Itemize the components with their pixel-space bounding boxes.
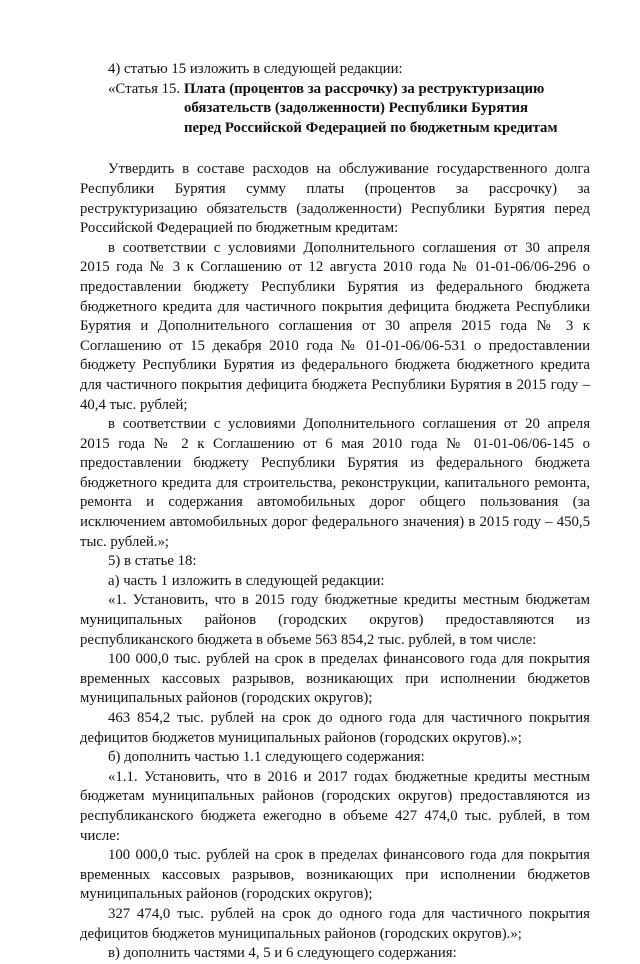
article-body-intro: Утвердить в составе расходов на обслуживание государственного долга Республики Бурятия сумму платы (процентов за рассрочку) за реструктуризацию обязательств (задолженности) Республики Бурятия перед Российской Федерацией по бюджетным кредитам: [80, 161, 590, 237]
part-1-1-text: «1.1. Установить, что в 2016 и 2017 годах бюджетные кредиты местным бюджетам муниципальных районов (городских округов) предоставляются из республиканского бюджета ежегодно в объеме 427 474,0 тыс. рублей, в том числе: [80, 768, 590, 844]
article-title-line-2: обязательств (задолженности) Республики Бурятия [184, 100, 529, 117]
article-prefix: «Статья 15. [108, 80, 184, 97]
part-1-item-2: 463 854,2 тыс. рублей на срок до одного года для частичного покрытия дефицитов бюджетов муниципальных районов (городских округов).»; [80, 710, 590, 746]
article-title-line-3: перед Российской Федерацией по бюджетным кредитам [184, 119, 558, 136]
part-1-item-1: 100 000,0 тыс. рублей на срок в пределах финансового года для покрытия временных кассовых разрывов, возникающих при исполнении бюджетов муниципальных районов (городских округов); [80, 651, 590, 707]
amendment-item-4: 4) статью 15 изложить в следующей редакции: [108, 61, 403, 77]
amendment-item-5: 5) в статье 18: [108, 553, 197, 570]
part-1-1-item-1: 100 000,0 тыс. рублей на срок в пределах финансового года для покрытия временных кассовых разрывов, возникающих при исполнении бюджетов муниципальных районов (городских округов); [80, 847, 590, 903]
spacer [80, 138, 590, 160]
part-1-text: «1. Установить, что в 2015 году бюджетные кредиты местным бюджетам муниципальных районов (городских округов) предоставляются из республиканского бюджета в объеме 563 854,2 тыс. рублей, в том числе: [80, 592, 590, 648]
subitem-v: в) дополнить частями 4, 5 и 6 следующего содержания: [108, 945, 457, 962]
article-title-line-1: Плата (процентов за рассрочку) за реструктуризацию [183, 80, 545, 97]
subitem-a: а) часть 1 изложить в следующей редакции: [108, 572, 385, 589]
article-body-clause-1: в соответствии с условиями Дополнительного соглашения от 30 апреля 2015 года № 3 к Соглашению от 12 августа 2010 года № 01-01-06/06-296 о предоставлении бюджету Республики Бурятия из федерального бюджета бюджетного кредита для частичного покрытия дефицита бюджета Республики Бурятия и Дополнительного соглашения от 30 апреля 2015 года № 3 к Соглашению от 15 декабря 2010 года № 01-01-06/06-531 о предоставлении бюджету Республики Бурятия из федерального бюджета бюджетного кредита для частичного покрытия дефицита бюджета Республики Бурятия в 2015 году – 40,4 тыс. рублей; [80, 239, 590, 413]
article-body-clause-2: в соответствии с условиями Дополнительного соглашения от 20 апреля 2015 года № 2 к Соглашению от 6 мая 2010 года № 01-01-06/06-145 о предоставлении бюджету Республики Бурятия из федерального бюджета бюджетного кредита для строительства, реконструкции, капитального ремонта, ремонта и содержания автомобильных дорог общего пользования (за исключением автомобильных дорог федерального значения) в 2015 году – 450,5 тыс. рублей.»; [80, 416, 590, 550]
subitem-b: б) дополнить частью 1.1 следующего содержания: [108, 749, 425, 766]
article-heading [80, 80, 590, 139]
part-1-1-item-2: 327 474,0 тыс. рублей на срок до одного года для частичного покрытия дефицитов бюджетов муниципальных районов (городских округов).»; [80, 905, 590, 942]
